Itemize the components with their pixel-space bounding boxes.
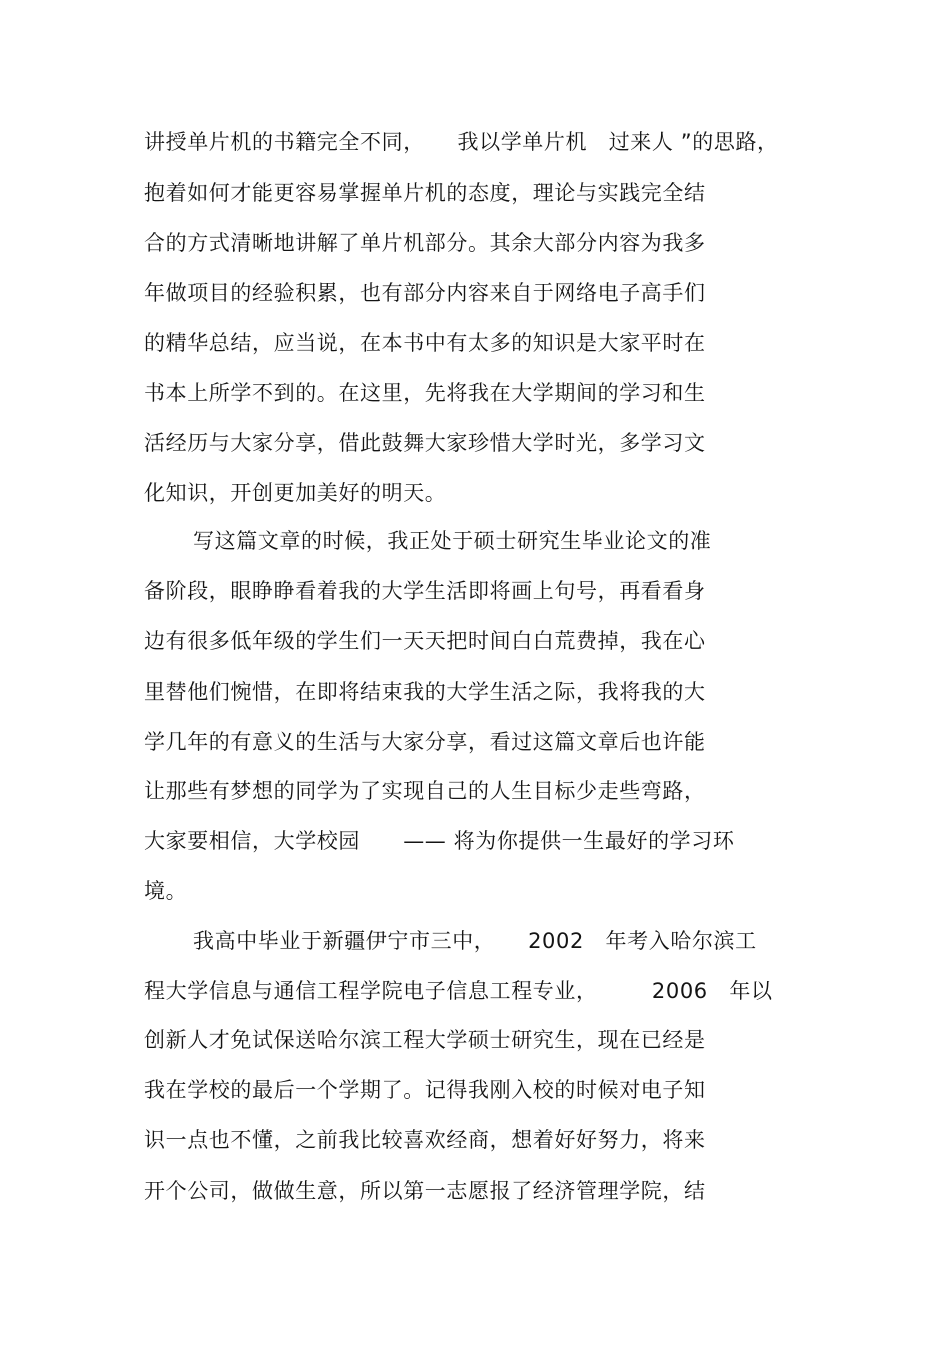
paragraph-first-line: 写这篇文章的时候，我正处于硕士研究生毕业论文的准: [193, 529, 712, 553]
text-line: 我在学校的最后一个学期了。记得我刚入校的时候对电子知: [144, 1078, 706, 1102]
text-line: 开个公司，做做生意，所以第一志愿报了经济管理学院，结: [144, 1179, 706, 1203]
text-line: 备阶段，眼睁睁看着我的大学生活即将画上句号，再看看身: [144, 579, 706, 603]
text-line: 书本上所学不到的。在这里，先将我在大学期间的学习和生: [144, 381, 706, 405]
text-line: 学几年的有意义的生活与大家分享，看过这篇文章后也许能: [144, 730, 706, 754]
text-line: 抱着如何才能更容易掌握单片机的态度，理论与实践完全结: [144, 181, 706, 205]
text-line: 识一点也不懂，之前我比较喜欢经商，想着好好努力，将来: [144, 1128, 706, 1152]
text-line: 创新人才免试保送哈尔滨工程大学硕士研究生，现在已经是: [144, 1028, 706, 1052]
text-line: 年做项目的经验积累，也有部分内容来自于网络电子高手们: [144, 281, 706, 305]
text-line: 合的方式清晰地讲解了单片机部分。其余大部分内容为我多: [144, 231, 706, 255]
text-line: 边有很多低年级的学生们一天天把时间白白荒费掉，我在心: [144, 629, 706, 653]
text-line: 化知识，开创更加美好的明天。: [144, 481, 447, 505]
text-line: 活经历与大家分享，借此鼓舞大家珍惜大学时光，多学习文: [144, 431, 706, 455]
text-line: 程大学信息与通信工程学院电子信息工程专业， 2006 年以: [144, 979, 773, 1003]
text-line: 让那些有梦想的同学为了实现自己的人生目标少走些弯路，: [144, 779, 706, 803]
text-line: 里替他们惋惜，在即将结束我的大学生活之际，我将我的大: [144, 680, 706, 704]
text-line: 境。: [144, 879, 188, 903]
text-line: 大家要相信，大学校园 —— 将为你提供一生最好的学习环: [144, 829, 735, 853]
text-line: 的精华总结，应当说，在本书中有太多的知识是大家平时在: [144, 331, 706, 355]
text-line: 讲授单片机的书籍完全不同， 我以学单片机 过来人 ”的思路，: [144, 130, 779, 154]
paragraph-first-line: 我高中毕业于新疆伊宁市三中， 2002 年考入哈尔滨工: [193, 929, 757, 953]
